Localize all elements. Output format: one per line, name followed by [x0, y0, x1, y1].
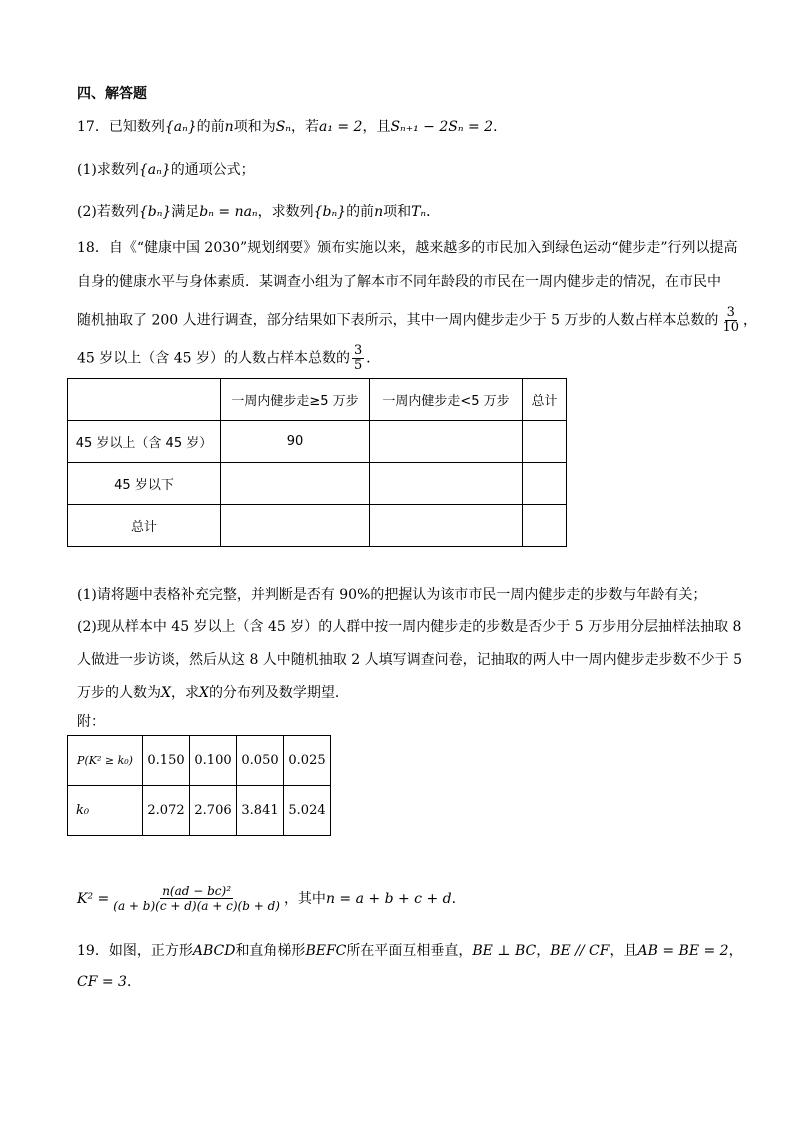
table-row [68, 421, 567, 463]
table-cell: 90 [221, 421, 370, 463]
q18-line1: 18．自《“健康中国 2030”规划纲要》颁布实施以来，越来越多的市民加入到绿色运动“健步走”行列以提高 [77, 240, 738, 256]
table-row [68, 786, 331, 836]
table-cell: 2.706 [190, 786, 237, 836]
table-header: 一周内健步走<5 万步 [370, 379, 523, 421]
table-cell: 5.024 [284, 786, 331, 836]
survey-table [67, 378, 567, 547]
table-cell: 0.100 [190, 736, 237, 786]
table-cell [221, 463, 370, 505]
table-cell [370, 505, 523, 547]
critical-value-table [67, 735, 331, 836]
table-row-label: P(K² ≥ k₀) [68, 736, 143, 786]
table-row-label: k₀ [68, 786, 143, 836]
table-cell [221, 505, 370, 547]
table-cell: 0.150 [143, 736, 190, 786]
table-cell: 0.025 [284, 736, 331, 786]
table-row [68, 736, 331, 786]
chi-square-formula: K² = $\frac{\text{n(ad − bc)²}}{(a + b)(c + d)(a + c)(b + d)}$ ，其中 n = a + b + c + d ． [77, 884, 466, 913]
q18-line4: 45 岁以上（含 45 岁）的人数占样本总数的 $\frac{3}{5}$ ． [77, 343, 381, 373]
table-header-row [68, 379, 567, 421]
table-cell [68, 379, 221, 421]
table-cell [523, 505, 567, 547]
table-cell [523, 463, 567, 505]
table-cell [523, 421, 567, 463]
q18-part2-line3: 万步的人数为X，求X的分布列及数学期望． [77, 685, 349, 701]
fraction-three-tenths: $\frac{3}{10}$ [722, 305, 739, 335]
q18-line3: 随机抽取了 200 人进行调查，部分结果如下表所示，其中一周内健步走少于 5 万步的人数占样本总数的 $\frac{3}{10}$ ， [77, 305, 757, 335]
section-heading: 四、解答题 [77, 86, 147, 102]
table-cell: 0.050 [237, 736, 284, 786]
q18-part1: (1)请将题中表格补充完整，并判断是否有 90%的把握认为该市市民一周内健步走的步数与年龄有关； [77, 587, 707, 603]
appendix-label: 附： [77, 714, 105, 730]
table-cell [370, 463, 523, 505]
table-header: 一周内健步走≥5 万步 [221, 379, 370, 421]
q17-part1: (1)求数列{aₙ}的通项公式； [77, 162, 255, 178]
q19-line2: CF = 3． [77, 974, 141, 990]
table-header: 总计 [523, 379, 567, 421]
table-cell: 45 岁以下 [68, 463, 221, 505]
table-row [68, 505, 567, 547]
q17-statement: 17．已知数列{aₙ}的前n项和为Sₙ，若a₁ = 2，且Sₙ₊₁ − 2Sₙ = 2． [77, 119, 508, 135]
q19-line1: 19．如图，正方形ABCD和直角梯形BEFC所在平面互相垂直，BE ⊥ BC，BE // CF，且AB = BE = 2， [77, 943, 743, 959]
q18-part2-line1: (2)现从样本中 45 岁以上（含 45 岁）的人群中按一周内健步走的步数是否少于 5 万步用分层抽样法抽取 8 [77, 619, 742, 635]
q18-part2-line2: 人做进一步访谈，然后从这 8 人中随机抽取 2 人填写调查问卷，记抽取的两人中一周内健步走步数不少于 5 [77, 652, 742, 668]
fraction-three-fifths: $\frac{3}{5}$ [353, 343, 363, 373]
q18-line2: 自身的健康水平与身体素质．某调查小组为了解本市不同年龄段的市民在一周内健步走的情况，在市民中 [77, 274, 721, 290]
table-cell: 3.841 [237, 786, 284, 836]
table-cell [370, 421, 523, 463]
table-cell: 45 岁以上（含 45 岁） [68, 421, 221, 463]
table-cell: 总计 [68, 505, 221, 547]
table-row [68, 463, 567, 505]
table-cell: 2.072 [143, 786, 190, 836]
q17-part2: (2)若数列{bₙ}满足bₙ = naₙ，求数列{bₙ}的前n项和Tₙ． [77, 204, 441, 220]
